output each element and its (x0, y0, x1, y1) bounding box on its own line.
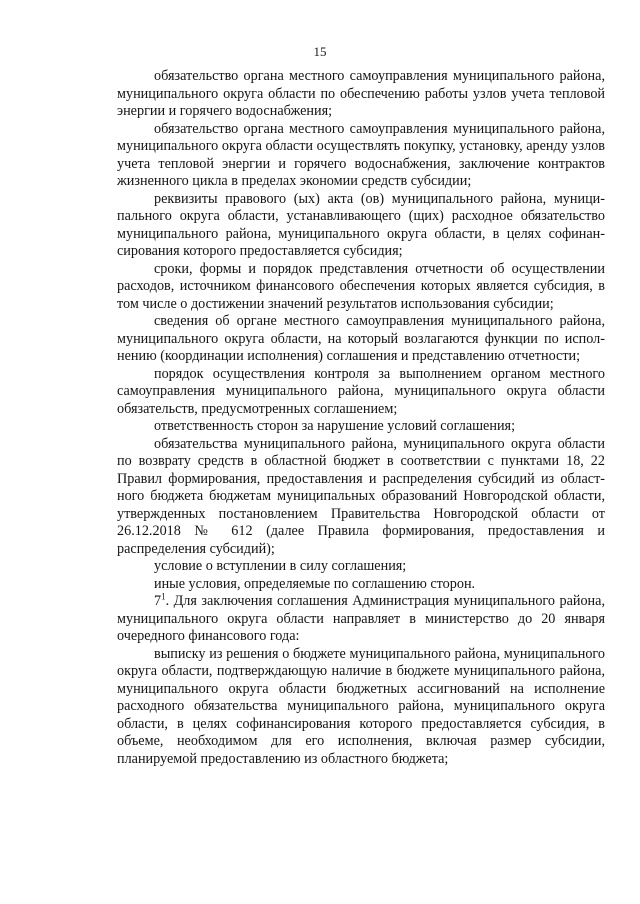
paragraph-entry-into-force: условие о вступлении в силу соглашения; (154, 558, 407, 574)
clause-number: 7 (154, 593, 162, 609)
paragraph-liability: ответственность сторон за нарушение условий соглашения; (154, 418, 516, 434)
paragraph-meter-purchase-obligation: обязательство органа местного самоуправления муниципального района, муниципального округа области осуществлять покупку, установку, аренду узлов учета тепловой энергии и горячего водоснабжения, заключение контрактов жизненного цикла в пределах экономии средств субсидии; (117, 120, 605, 189)
paragraph-legal-act-details: реквизиты правового (ых) акта (ов) муниципального района, муниципального округа области, устанавливающего (щих) расходное обязательство муниципального района, муниципального округа области, в целях софинансирования которого предоставляется субсидия; (117, 190, 605, 259)
clause-text: . Для заключения соглашения Администрация муниципального района, муниципального округа области направляет в министерство до 20 января очередного финансового года: (117, 593, 605, 644)
document-body (117, 68, 605, 768)
paragraph-budget-extract: выписку из решения о бюджете муниципального района, муниципального округа области, подтверждающую наличие в бюджете муниципального района, муниципального округа области бюджетных ассигнований на исполнение расходного обязательства муниципального района, муниципального округа области, в целях софинансирования которого предоставляется субсидия, в объеме, необходимом для его исполнения, включая размер субсидии, планируемой предоставлению из областного бюджета; (117, 645, 605, 767)
paragraph-reporting-terms: сроки, формы и порядок представления отчетности об осуществлении расходов, источником финансового обеспечения которых является субсидия, в том числе о достижении значений результатов использования субсидии; (117, 260, 605, 312)
paragraph-refund-obligations: обязательства муниципального района, муниципального округа области по возврату средств в областной бюджет в соответствии с пунктами 18, 22 Правил формирования, предоставления и распределения субсидий из областного бюджета бюджетам муниципальных образований Новгородской области, утвержденных постановлением Правительства Новгородской области от 26.12.2018 № 612 (далее Правила формирования, предоставления и распределения субсидий); (117, 435, 605, 557)
clause-7-1 (117, 593, 605, 646)
paragraph-other-conditions: иные условия, определяемые по соглашению сторон. (154, 575, 476, 592)
paragraph-responsible-body: сведения об органе местного самоуправления муниципального района, муниципального округа области, на который возлагаются функции по исполнению (координации исполнения) соглашения и представлению отчетности; (117, 313, 605, 364)
clause-superscript: 1 (161, 591, 166, 602)
page-number: 15 (313, 44, 327, 59)
paragraph-control-procedure: порядок осуществления контроля за выполнением органом местного самоуправления муниципального района, муниципального округа области обязательств, предусмотренных соглашением; (117, 365, 605, 417)
paragraph-heat-meter-operation: обязательство органа местного самоуправления муниципального района, муниципального округа области по обеспечению работы узлов учета тепловой энергии и горячего водоснабжения; (117, 68, 605, 119)
